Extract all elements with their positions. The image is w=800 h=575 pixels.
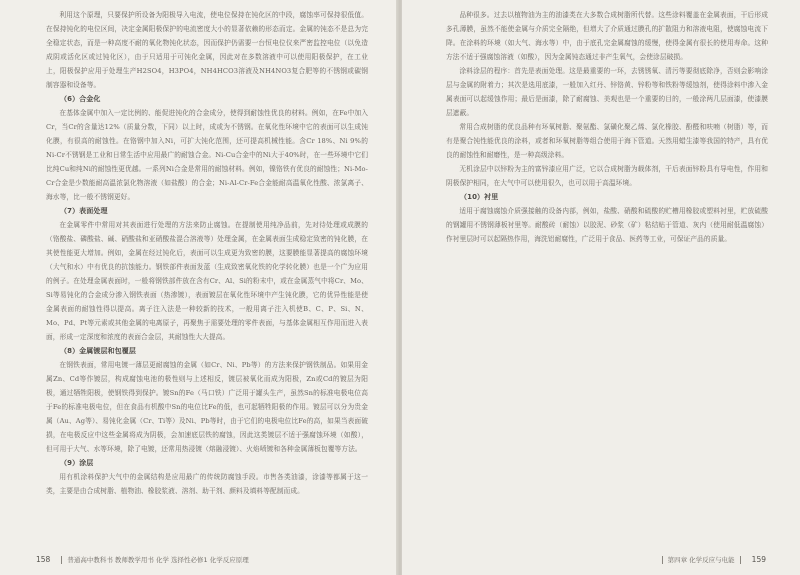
body-paragraph: 利用这个原理，只要保护所设备为阳极导入电流，使电位保持在钝化区的中段，腐蚀率可保持很低值。在保持钝化的电位区间，决定金属阳极保护的电流密度大小的显著依赖的形态而定。金属的钝态不是总为完全稳定状态，而是一种高度不耐的氧化物钝化状态，因而保护仍需要一台恒电位仪来严密监控电位（以免造成阴或活化区或过钝化区），由于只适用于可钝化金属，因此对在多数溶液中可以使用阳极保护，在工业上，阳极保护应用于处理生产H2SO4，H3PO4，NH4HCO3溶液及NH4NO3复合肥等的不锈钢或碳钢制容器和设备等。 [46,11,368,89]
footer-divider [662,556,663,564]
left-page-body [46,8,368,533]
body-paragraph: 常用合成树脂的优良品种有环氧树脂、聚氨酯、氯磺化聚乙烯、氯化橡胶、酚醛和呋喃（树脂）等，而有是聚合钝性能优良的涂料，或者和环氧树脂等组合使用于海下管道。天然用蜡生漆等我国的特产，具有优良的耐蚀性和耐磨性，是一种高级涂料。 [446,123,768,159]
body-paragraph: 在钢铁表面，常用电镀一薄层更耐腐蚀的金属（如Cr、Ni、Pb等）的方法来保护钢铁制品。如果用金属Zn、Cd等作镀层，构成腐蚀电池的极性则与上述相反，镀层被氧化而成为阳极，Zn或Cd的镀层为阳极，通过牺牲阳极，使钢铁得到保护。镀Sn的Fe（马口铁）广泛用于罐头生产，虽然Sn的标准电极电位高于Fe的标准电极电位，但在食品有机酸中Sn的电位比Fe的低，也可起牺牲阳极的作用。镀层可以分为贵金属（Au、Ag等）、易钝化金属（Cr、Ti等）及Ni、Pb等时，由于它们的电极电位比Fe的高，如果当表面破损，在电极反应中这些金属将成为阴极，会加速底层铁的腐蚀，因此这类镀层不适于强腐蚀环境（如酸），但可用于大气、水等环境，除了电镀，还常用热浸镀（熔融浸镀）、火焰喷镀和各种金属薄板包覆等方法。 [46,361,368,453]
section-heading: （7）表面处理 [60,207,108,215]
section-heading: （6）合金化 [60,95,101,103]
right-page [402,0,800,575]
footer-divider [740,556,741,564]
book-title: 普通高中教科书 教师教学用书 化学 选择性必修1 化学反应原理 [67,556,249,564]
body-paragraph: 在金属零件中常用对其表面进行处理的方法来防止腐蚀。在提制使用纯净品前，先对待处理或成膜的（铬酸盐、磷酸盐、碱、硝酸盐和亚硝酸盐混合溶液等）处理金属，在金属表面生成稳定致密的钝化膜，在其使性能更大增加。例如，金属在经过钝化后，表面可以生成更为致密的膜，这要膜能显著提高的腐蚀环境（大气和水）中有优良的抗蚀能力。钢铁部件表面发蓝（生成致密氧化铁的化学转化膜）也是一个广为应用的例子。在处理金属表面时，一般将钢铁部件放在含有Cr、Al、Si的粉末中，或在金属蒸气中将Cr、Mo、Si等易钝化的合金成分渗入钢铁表面（热渗镀），表面镀层在氧化性环境中产生钝化膜，它的优异性能是使金属表面的耐蚀性得以提高。离子注入法是一种较新的技术，一般用离子注入机使B、C、P、Si、N、Mo、Pd、Pt等元素或其他金属的电离原子，再聚焦于需要处理的零件表面，与基体金属相互作用而进入表面，形成一定深度和浓度的表面合金层，其耐蚀性大大提高。 [46,221,368,341]
left-page-footer [30,552,249,568]
body-paragraph: 无机涂层中以锌粉为主的富锌漆应用广泛，它以合成树脂为载体剂，干后表面锌粉具有导电性，作用和阴极保护相同，在大气中可以使用很久，也可以用于高温环境。 [446,165,768,187]
right-page-footer [657,552,772,568]
page-number: 158 [36,555,51,564]
footer-divider [61,556,62,564]
section-heading: （10）衬里 [460,193,499,201]
right-page-body [446,8,768,528]
section-heading: （8）金属镀层和包覆层 [60,347,136,355]
section-heading: （9）涂层 [60,459,94,467]
body-paragraph: 用有机涂料保护大气中的金属结构是应用最广的传统防腐蚀手段。市售各类油漆，涂漆等都属于这一类，主要是由合成树脂、植物油、橡胶浆液、溶剂、助干剂、颜料及填料等配制而成。 [46,473,368,495]
body-paragraph: 品种很多。过去以植物油为主的油漆类在大多数合成树脂所代替。这些涂料覆盖在金属表面，干后形成多孔薄膜，虽然不能使金属与介质完全隔绝，但增大了介质通过膜孔的扩散阻力和溶液电阻，使腐蚀电流下降。在涂料的环境（如大气、海水等）中，由于底孔完金属腐蚀的缓慢，使得金属有很长的使用寿命。这种方法不适于强腐蚀溶液（如酸），因为金属钝态通过非产生氧气，会使涂层破损。 [446,11,768,61]
body-paragraph: 在基体金属中加入一定比例的、能促进钝化的合金成分，使得到耐蚀性优良的材料。例如，在Fe中加入Cr，当Cr的含量达12%（质量分数，下同）以上时，成或为不锈钢。在氧化性环境中它的表面可以生成钝化膜，有很高的耐蚀性。在铬钢中加入Ni，可扩大钝化范围，还可提高机械性能。含Cr 18%、Ni 9%的Ni-Cr不锈钢是工业和日常生活中应用最广的耐蚀合金。Ni-Cu合金中的Ni大于40%时，在一些环境中它们比纯Cu和纯Ni的耐蚀性更优越。一系列Ni合金是常用的耐蚀材料。例如，镍铬铁有优良的耐蚀性；Ni-Mo-Cr合金是少数能耐高温浓氯化物溶液（如盐酸）的合金；Ni-Al-Cr-Fe合金能耐高温氧化性酸、浓氯离子、海水等，比一般不锈钢更好。 [46,109,368,201]
page-number: 159 [751,555,766,564]
body-paragraph: 适用于腐蚀腐蚀介质强接触的设备内部，例如，盐酸、硝酸和硫酸的贮槽用橡胶或塑料衬里，贮放硫酸的钢罐用不锈钢薄板衬里等。耐酸砖（耐蚀）以胶泥、砂浆（矿）粘结贴于管道、灰内（使用耐低温腐蚀）作衬里层时可以起隔热作用，海洗铝耐腐性，广泛用于食品、医药等工业，可保证产品的质量。 [446,207,768,243]
left-page [0,0,398,575]
body-paragraph: 涂料涂层的程序：首先是表面处理。这是最重要的一环，去锈锈氧、清污等要彻底除净，否则会影响涂层与金属的附着力；其次是选用底漆，一般加入红丹、锌铬黄、锌粉等和铁粉等缓蚀剂，使得涂料中渗入金属表面可以起缓蚀作用；最后是面漆，除了耐腐蚀、美观也是一个重要的目的，一般涂两几层面漆，使漆膜层遮蔽。 [446,67,768,117]
chapter-title: 第四章 化学反应与电能 [667,556,735,564]
